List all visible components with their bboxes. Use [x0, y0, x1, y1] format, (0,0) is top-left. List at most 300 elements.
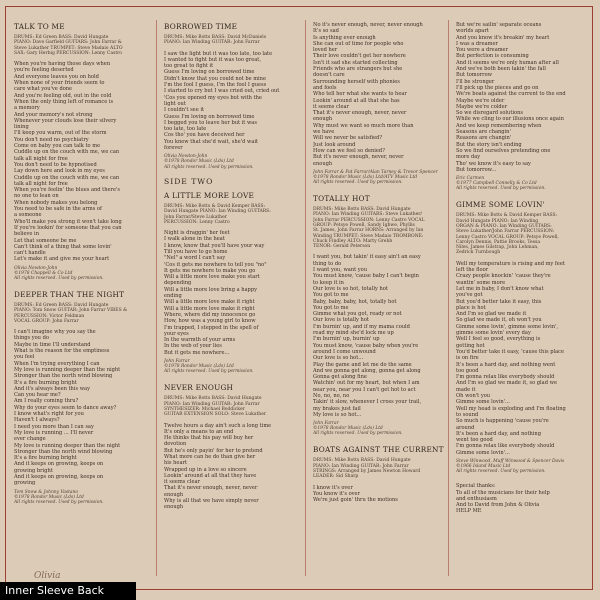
- lyric-line: So we find ourselves pretending one: [456, 147, 551, 154]
- column-2: [164, 22, 300, 578]
- lyric-line: I'm burnin' up, burnin' up: [313, 336, 380, 343]
- song-credits: [164, 35, 300, 46]
- lyric-line: it seems clear: [313, 103, 349, 110]
- lyric-line: my brakes just fail: [313, 405, 361, 412]
- lyric-line: When none of your friends seem to: [14, 80, 105, 87]
- copyright-line: ©1977 Campbell Connelly & Co Ltd: [456, 181, 537, 187]
- lyric-line: things you do: [14, 335, 49, 342]
- image-caption: Inner Sleeve Back: [0, 582, 136, 600]
- lyric-line: That it's never enough, never, never: [313, 110, 407, 117]
- song-lyrics: [14, 61, 150, 263]
- lyric-line: And your memory's not strong: [14, 111, 93, 118]
- lyric-line: Oh won't you: [456, 393, 491, 400]
- credit-line: DRUMS: Mike Botts & David Kemper BASS:: [164, 203, 266, 209]
- lyric-line: loved her: [313, 47, 338, 54]
- copyright-line: ©1978 Rondor Music (Lds) Ltd/ATV Music Ltd: [313, 174, 418, 180]
- lyric-line: Lay down here and look in my eyes: [14, 168, 105, 175]
- copyright-line: Olivia Newton-John: [14, 265, 58, 271]
- lyric-line: light out: [164, 100, 186, 107]
- lyric-line: I want you, but takin' it easy ain't an easy: [313, 254, 421, 261]
- lyric-line: So we disregard solutions: [456, 110, 523, 117]
- song-deeper-than-the-night: [14, 290, 150, 505]
- copyright-line: John Farrar & Pat Farrar/Alan Tarney & Trevor Spencer: [313, 169, 438, 175]
- lyric-line: You know it's over: [313, 490, 361, 497]
- lyric-line: left the floor: [456, 267, 489, 274]
- lyric-line: Isn't it sad she started collecting: [313, 59, 398, 66]
- song-totally-hot: [313, 194, 449, 436]
- lyric-line: Crazy people knockin' 'cause they're: [456, 273, 551, 280]
- lyric-line: If you're lookin' for someone that you can: [14, 224, 122, 231]
- lyric-line: Cos tho' you have deceived her: [164, 132, 245, 139]
- lyric-line: I know it's over: [313, 484, 353, 491]
- credit-line: DRUMS: Mike Botts BASS: David McDaniels: [164, 35, 267, 40]
- lyric-line: It's been a hard day, and nothing went: [456, 361, 556, 368]
- lyric-line: So much is happening 'cause you're: [456, 418, 549, 425]
- song-credits: [456, 213, 592, 255]
- column-3: [313, 22, 449, 578]
- lyric-line: And it keeps on growing, keeps on: [14, 461, 104, 468]
- copyright-line: ©1978 Chappell & Co Ltd: [14, 270, 73, 276]
- lyric-line: 'Cos you opened my eyes but with the: [164, 94, 262, 101]
- lyric-line: 'Cos it gets me nowhere to tell you "no": [164, 261, 267, 268]
- credit-line: DRUMS: Mike Botts BASS: David Hungate: [164, 396, 262, 402]
- lyric-line: Twelve hours a day ain't such a long time: [164, 422, 272, 429]
- lyric-line: you've got: [456, 292, 483, 299]
- lyric-line: talk all night for free: [14, 180, 68, 187]
- lyric-line: Is anything ever enough: [313, 34, 376, 41]
- credit-line: VOCAL GROUP: John Farrar: [14, 318, 79, 324]
- lyric-line: It's a fire burning bright: [14, 379, 77, 386]
- copyright-line: Steve Winwood, Muff Winwood & Spencer Davis: [456, 458, 565, 464]
- credit-line: PERCUSSION: Lenny Castro: [164, 219, 230, 225]
- credit-line: GUITAR EXTENSION SOLO: Steve Lukather: [164, 412, 267, 418]
- credit-line: PIANO: Tom Snow GUITAR: John Farrar VIBES &: [14, 308, 128, 314]
- lyric-line: Their love couldn't get her nowhere: [313, 53, 406, 60]
- lyric-line: is on fire: [456, 355, 479, 362]
- lyric-line: But tomorrow: [456, 72, 492, 79]
- lyric-line: He thinks that his pay will buy her: [164, 435, 254, 442]
- credit-line: ORGAN & PIANO: Ian Winding GUITARS:: [456, 224, 552, 229]
- lyric-line: Stronger than the north wind blowing: [14, 448, 113, 455]
- lyric-line: But we're sailin' separate oceans: [456, 22, 542, 28]
- credit-line: Zedrick Turnbough: [456, 250, 501, 256]
- lyric-line: your eyes: [164, 330, 189, 337]
- column-4: [456, 22, 592, 578]
- copyright-line: All rights reserved. Used by permission.: [313, 180, 403, 186]
- song-lyrics: [164, 51, 300, 152]
- song-title: A LITTLE MORE LOVE: [164, 190, 255, 200]
- copyright-line: Olivia Newton-John: [164, 154, 208, 160]
- lyric-line: Gimme some lovin'...: [456, 399, 510, 406]
- lyric-line: I'm gonna relax like everybody should: [456, 443, 555, 450]
- lyric-line: But he's only payin' for her to pretend: [164, 447, 263, 454]
- lyric-line: Wrapped up in a love so sincere: [164, 466, 247, 473]
- song-copyright: [14, 490, 150, 505]
- lyric-line: talk all night for free: [14, 155, 68, 162]
- lyric-line: enough: [164, 491, 184, 498]
- lyric-line: Guess I'm loving on borrowed time: [164, 113, 255, 120]
- lyric-line: Till you have to go home: [164, 249, 228, 255]
- lyric-line: Will we never be satisfied?: [313, 135, 383, 142]
- lyric-line: It's so sad: [313, 28, 339, 35]
- lyric-line: worlds apart: [456, 28, 489, 35]
- lyric-line: When you're feelin' the blues and there's: [14, 187, 120, 194]
- lyric-line: I want you, want you: [313, 267, 368, 274]
- lyric-line: She can out of time for people who: [313, 40, 404, 47]
- lyric-line: Didn't know that you could not be mine: [164, 75, 266, 82]
- lyric-line: Will a little more love make you start: [164, 274, 260, 281]
- lyric-line: near you, near you I can't get hot to act: [313, 386, 416, 393]
- lyric-line: I'm burnin' up, and if my mama could: [313, 323, 410, 330]
- lyric-line: But tomorrow...: [456, 166, 497, 173]
- credit-line: St. James, John Farrar HORNS: Arranged by Ian: [313, 228, 424, 234]
- song-title: DEEPER THAN THE NIGHT: [14, 289, 125, 299]
- lyric-line: It's a fire burning bright: [14, 455, 77, 462]
- song-lyrics: [313, 22, 449, 167]
- credit-line: STRINGS: Arranged by James Newton Howard: [313, 469, 421, 475]
- credit-line: Steve Lukather TRUMPET: Steve Madaio ALTO: [14, 45, 123, 51]
- song-a-little-more-love: [164, 191, 300, 374]
- lyric-line: You need to be safe in the arms of: [14, 206, 102, 213]
- lyric-line: You don't need no psychiatry: [14, 136, 89, 143]
- special-thanks-line: HELP ME: [456, 508, 482, 515]
- copyright-line: John Farrar: [164, 359, 190, 365]
- song-copyright: [456, 459, 592, 474]
- lyric-line: But it gets me nowhere...: [164, 349, 230, 356]
- lyric-line: "Nel" a word I can't say: [164, 255, 226, 262]
- lyric-line: What more can he do than give her: [164, 454, 256, 460]
- lyric-line: But it's never enough, never, never: [313, 154, 404, 161]
- lyric-line: Maybe we're colder: [456, 103, 508, 110]
- lyric-line: Cuddle up on the couch with me, we can: [14, 174, 120, 181]
- lyric-line: to keep it in: [313, 279, 344, 286]
- lyric-line: Can you hear me?: [14, 392, 61, 399]
- credit-line: Steve Lukather/John Farrar PERCUSSION:: [456, 229, 555, 235]
- lyric-line: you're feeling deserted: [14, 67, 74, 74]
- lyric-line: gimme some lovin' every day: [456, 330, 531, 337]
- lyric-line: I need you more than I can say: [14, 423, 94, 430]
- copyright-line: All rights reserved. Used by permission.: [164, 369, 254, 375]
- song-never-enough-continued: [313, 22, 449, 185]
- copyright-line: All rights reserved. Used by permission.: [14, 499, 104, 505]
- lyric-line: Watchin' out for my heart, but when I am: [313, 380, 420, 387]
- lyric-line: Takin' it slow, whenever I cross your trail,: [313, 399, 422, 406]
- credit-line: DRUMS: Ed Green BASS: David Hungate: [14, 35, 109, 40]
- lyric-line: You were a dreamer: [456, 47, 509, 54]
- lyric-line: around: [456, 424, 475, 431]
- lyric-line: enough: [313, 160, 333, 167]
- lyric-line: Seasons are changin': [456, 129, 511, 136]
- song-copyright: [164, 154, 300, 169]
- song-title: NEVER ENOUGH: [164, 383, 234, 393]
- song-title: BOATS AGAINST THE CURRENT: [313, 445, 444, 455]
- copyright-line: Tom Snow & Johnny Vastano: [14, 489, 78, 495]
- lyric-line: My love is running deeper than the night: [14, 366, 121, 373]
- lyric-line: Who'll make you strong it won't take long: [14, 218, 122, 225]
- credit-line: David Hungate PIANO: Ian Winding GUITARS:: [164, 209, 271, 215]
- song-lyrics: [456, 261, 592, 456]
- credit-line: PIANO: Ian Winding GUITAR: John Farrar: [164, 40, 260, 46]
- lyric-line: enough: [164, 504, 184, 511]
- copyright-line: ©1978 Rondor Music (Lds) Ltd: [313, 426, 383, 432]
- lyric-line: read my mind she'd lock me up: [313, 330, 394, 337]
- lyric-line: Gonna get along fine: [313, 374, 367, 381]
- lyric-line: You got to me: [313, 292, 349, 299]
- lyric-line: Friends who are strangers but she: [313, 66, 403, 73]
- lyric-line: I know, know that you'll have your way: [164, 242, 265, 249]
- credit-line: DRUMS: Mike Botts & David Kemper BASS:: [456, 213, 558, 219]
- special-thanks: [456, 483, 592, 514]
- song-title: GIMME SOME LOVIN': [456, 200, 545, 210]
- lyric-line: And I'm so glad we made it, so glad we: [456, 380, 557, 387]
- song-title: TOTALLY HOT: [313, 194, 370, 204]
- lyric-line: It's been a hard day, and nothing: [456, 430, 541, 437]
- lyric-line: Maybe we're older: [456, 97, 505, 104]
- lyric-line: Why must we want so much more than: [313, 122, 414, 129]
- special-thanks-line: Special thanks:: [456, 483, 496, 490]
- lyric-line: Let that someone be me: [14, 237, 77, 244]
- lyric-line: Whenever your clouds lose their silvery: [14, 117, 117, 124]
- credit-line: SAX: Gary Herbig PERCUSSION: Lenny Castro: [14, 50, 122, 56]
- lyric-line: Will a little more love make it right: [164, 299, 255, 306]
- lyric-line: devotion: [164, 441, 187, 448]
- song-never-enough: [164, 383, 300, 510]
- credit-line: DRUMS: Ed Green BASS: David Hungate: [14, 302, 109, 308]
- lyric-line: forever: [164, 145, 183, 152]
- lyric-line: Lookin' around at all that she has: [313, 97, 400, 104]
- copyright-line: ©1966 Island Music Ltd: [456, 464, 511, 470]
- lyric-line: My love is running ... I'll never: [14, 429, 94, 436]
- special-thanks-line: and enthusiasm: [456, 495, 497, 502]
- lyric-line: doesn't care: [313, 72, 345, 79]
- copyright-line: ©1978 Rondor Music (Lds) Ltd: [164, 159, 234, 165]
- credit-line: Winding TRUMPET: Steve Madaio TROMBONE:: [313, 233, 424, 239]
- lyric-line: But you'd better take it easy, this: [456, 298, 542, 305]
- lyric-line: Play the game and let me do the same: [313, 361, 412, 368]
- lyric-line: Just look around: [313, 141, 356, 148]
- credit-line: LEADER: Sid Sharp: [313, 474, 359, 480]
- lyric-line: ever change: [14, 436, 46, 443]
- lyric-line: I'll pick up the pieces and go on: [456, 84, 539, 91]
- side-two-heading: SIDE TWO: [164, 176, 214, 186]
- lyric-line: Our love is totally hot: [313, 317, 369, 324]
- lyric-line: Well my temperature is rising and my feet: [456, 260, 565, 267]
- signature: Olivia: [34, 571, 61, 581]
- lyric-line: ending: [164, 293, 182, 300]
- credit-line: David Hungate PIANO: Ian Winding: [456, 218, 539, 224]
- copyright-line: All rights reserved. Used by permission.: [14, 275, 104, 281]
- lyric-line: his heart: [164, 460, 187, 467]
- credit-line: PIANO: Ian Winding GUITARS: Steve Lukather/: [313, 212, 422, 218]
- lyric-line: So glad we made it, oh won't you: [456, 317, 542, 324]
- lyric-line: I was a dreamer: [456, 40, 498, 47]
- credit-line: Chuck Findley ALTO: Marty Grebb: [313, 238, 393, 244]
- lyric-line: lining: [14, 124, 29, 131]
- lyric-line: around I come unwound: [313, 348, 376, 355]
- lyric-line: But perfection is consuming: [456, 53, 529, 60]
- lyric-line: Why is all that we have simply never: [164, 498, 259, 505]
- lyric-line: How, how was a young girl to know: [164, 318, 256, 325]
- lyric-line: My love is so hot...: [313, 411, 362, 418]
- lyric-line: And it seems we're only human after all: [456, 59, 559, 66]
- song-lyrics: [313, 254, 449, 418]
- credit-line: PERCUSSION: Victor Feldman: [14, 313, 85, 319]
- lyric-line: you feel: [14, 354, 35, 361]
- lyric-line: Well my head is exploding and I'm floating: [456, 405, 566, 412]
- song-title: BORROWED TIME: [164, 22, 238, 31]
- lyric-line: We're just goin' thru the motions: [313, 497, 398, 504]
- copyright-line: John Farrar: [313, 421, 339, 427]
- lyric-line: I couldn't see it: [164, 107, 205, 114]
- lyric-line: No it's never enough, never, never enough: [313, 22, 423, 28]
- lyric-line: more day: [456, 154, 481, 161]
- lyric-line: Am I really coming thru?: [14, 398, 79, 405]
- lyric-line: too late, too late: [164, 126, 207, 133]
- copyright-line: Eric Carmen: [456, 176, 485, 182]
- copyright-line: All rights reserved. Used by permission.: [456, 186, 546, 192]
- lyric-line: too good: [456, 367, 479, 374]
- song-lyrics: [164, 423, 300, 511]
- credit-line: John Farrar/Steve Lukather: [164, 214, 227, 220]
- lyric-line: wantin' some more: [456, 279, 506, 286]
- song-title: TALK TO ME: [14, 22, 65, 31]
- lyric-line: I'll be stronger: [456, 78, 495, 85]
- lyric-line: In the warmth of your arms: [164, 337, 236, 344]
- lyric-line: Our love is so hot...: [313, 355, 364, 362]
- lyric-line: thing to do: [313, 260, 342, 267]
- copyright-line: All rights reserved. Used by permission.: [164, 164, 254, 170]
- lyric-line: When I'm trying everything I can: [14, 360, 100, 367]
- special-thanks-line: To all of the musicians for their help: [456, 489, 550, 496]
- lyric-line: You'd better take it easy, 'cause this place: [456, 348, 564, 355]
- copyright-line: All rights reserved. Used by permission.: [456, 469, 546, 475]
- lyric-line: went too good: [456, 437, 493, 444]
- credit-line: John Farrar PERCUSSION: Lenny Castro VOCAL: [313, 217, 425, 223]
- song-borrowed-time: [164, 22, 300, 170]
- song-credits: [313, 458, 449, 479]
- special-thanks-line: And to David from John & Olivia: [456, 502, 540, 509]
- credit-line: DRUMS: Mike Botts BASS: David Hungate: [313, 458, 411, 464]
- lyric-line: And it's always been this way: [14, 385, 90, 392]
- lyric-line: And it keeps on growing, keeps on: [14, 473, 104, 480]
- lyric-line: to sound: [456, 411, 479, 418]
- lyric-line: I'm trapped, I stepped in the spell of: [164, 324, 259, 331]
- lyric-line: a someone: [14, 212, 42, 219]
- lyric-line: You must know, 'cause baby I can't begin: [313, 273, 419, 280]
- lyric-line: I started to cry but I was cried out, cried out: [164, 88, 280, 95]
- lyric-line: That it's never enough, never, never: [164, 485, 258, 492]
- lyric-line: Baby, baby, baby, hot, totally hot: [313, 298, 397, 305]
- lyric-line: You don't need to be hypnotised: [14, 161, 97, 168]
- lyric-line: Will a little more love bring a happy: [164, 286, 257, 293]
- credit-line: Lenny Castro VOCAL GROUP: Petsye Powell,: [456, 234, 559, 240]
- lyric-line: Will a little more love make it right: [164, 305, 255, 312]
- lyric-line: How can we feel so denied?: [313, 147, 385, 154]
- song-copyright: [164, 359, 300, 374]
- credit-line: SYNTHESIZER: Michael Boddicker: [164, 406, 245, 412]
- column-divider: [156, 20, 157, 576]
- song-copyright: [14, 266, 150, 281]
- lyric-line: I can't imagine why you say the: [14, 329, 96, 336]
- lyric-line: no one to lean on: [14, 193, 59, 200]
- lyric-line: too great to fight it: [164, 63, 214, 70]
- lyric-line: believe in: [14, 231, 39, 238]
- lyric-line: Come on baby you can talk to me: [14, 143, 101, 150]
- song-lyrics: [14, 329, 150, 486]
- lyric-line: You got to me: [313, 304, 349, 311]
- copyright-line: ©1978 Rondor Music (Lds) Ltd: [164, 364, 234, 370]
- credit-line: Carolyn Dennis, Pattie Brooks, Tessa: [456, 239, 541, 245]
- song-copyright: [456, 176, 592, 191]
- lyric-line: and fools: [313, 84, 337, 91]
- lyric-line: Reasons are changin': [456, 135, 512, 142]
- lyric-line: Haven't I always?: [14, 417, 60, 424]
- lyric-line: And everyone leaves you on hold: [14, 73, 99, 80]
- song-boats-continued: [456, 22, 592, 191]
- lyric-line: You knew that she'd wait, she'd wait: [164, 138, 259, 145]
- lyric-line: It's only a means to an end: [164, 428, 234, 435]
- lyric-line: And you know it's breakin' my heart: [456, 34, 550, 41]
- lyric-line: enough: [313, 116, 333, 123]
- credit-line: DRUMS: Mike Botts BASS: David Hungate: [313, 207, 411, 213]
- lyric-line: depending: [164, 280, 192, 287]
- lyric-line: Night is draggin' her feet: [164, 230, 230, 237]
- lyric-line: And I'm so glad we made it: [456, 311, 527, 318]
- lyric-line: While we cling to our illusions once again: [456, 116, 564, 123]
- lyric-line: Guess I'm loving on borrowed time: [164, 69, 255, 76]
- lyric-line: Gimme some lovin', gimme some lovin',: [456, 323, 559, 330]
- lyric-line: We're boats against the current to the end: [456, 91, 566, 98]
- lyric-line: When nobody makes you belong: [14, 199, 98, 206]
- lyric-line: growing: [14, 480, 36, 487]
- lyric-line: care what you've done: [14, 86, 73, 93]
- lyric-line: place is hot: [456, 304, 486, 311]
- song-credits: [164, 204, 300, 225]
- lyric-line: What is the reason for the emptiness: [14, 348, 110, 355]
- lyric-line: I wanted to fight but it was too great,: [164, 56, 261, 63]
- lyric-line: Let's make it and give me your heart: [14, 256, 110, 263]
- lyric-line: When you're having those days when: [14, 61, 111, 68]
- credit-line: PIANO: Ian Winding GUITAR: John Farrar: [164, 401, 260, 407]
- lyric-line: It gets me nowhere to make you go: [164, 267, 256, 274]
- song-lyrics: [456, 22, 592, 173]
- lyric-line: But the story isn't ending: [456, 141, 522, 148]
- lyric-line: Where, where did my innocence go: [164, 311, 256, 318]
- lyric-line: Lookin' around at all that they have: [164, 472, 257, 479]
- credit-line: Niles, James Gilstrap, John Lehman,: [456, 245, 539, 251]
- lyric-line: Let me in baby, I don't know what: [456, 285, 544, 292]
- column-1: [14, 22, 150, 578]
- song-boats-against-the-current: [313, 445, 449, 503]
- song-talk-to-me: [14, 22, 150, 281]
- lyric-line: In the web of your lies: [164, 343, 222, 350]
- lyric-line: No, no, no, no: [313, 393, 350, 400]
- song-credits: [14, 35, 150, 56]
- lyric-line: You must know, 'cause baby when you're: [313, 342, 419, 349]
- copyright-line: ©1978 Rondor Music (Lds) Ltd: [14, 494, 84, 500]
- song-credits: [14, 303, 150, 324]
- lyric-line: I begged you to leave her but it was: [164, 119, 257, 126]
- credit-line: TENOR: Gerald Peterson: [313, 244, 371, 250]
- lyric-line: can't handle: [14, 250, 46, 257]
- song-credits: [313, 207, 449, 249]
- lyric-line: a memory: [14, 105, 40, 112]
- lyric-line: it seems clear: [164, 479, 200, 486]
- lyric-line: Who tell her what she wants to hear: [313, 91, 407, 98]
- song-lyrics: [313, 485, 449, 504]
- lyric-line: growing bright: [14, 467, 53, 474]
- lyric-line: And you're feeling old, out in the cold: [14, 92, 112, 99]
